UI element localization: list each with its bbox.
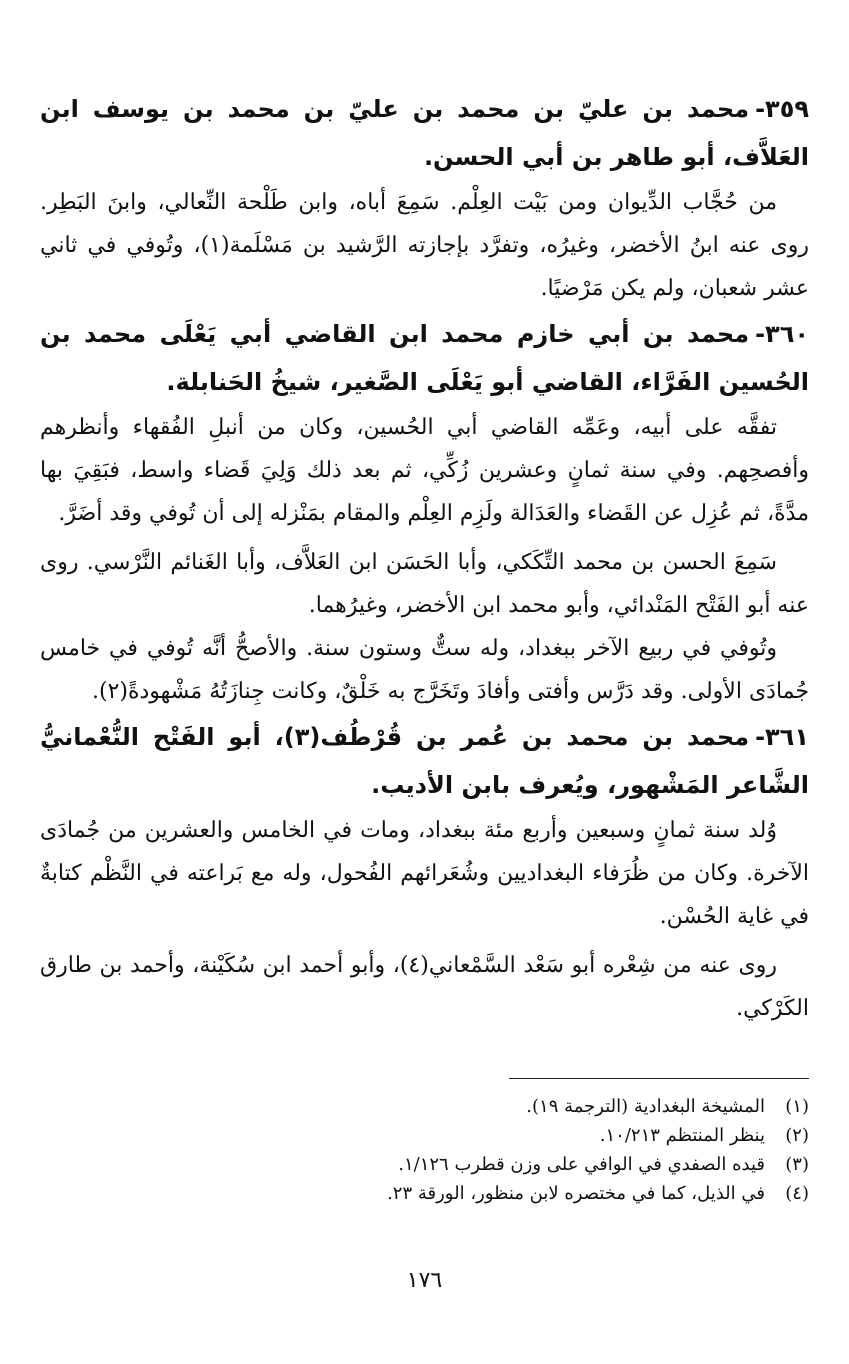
footnote-divider [509, 1078, 809, 1079]
entry-paragraph: وُلد سنة ثمانٍ وسبعين وأربع مئة ببغداد، ومات في الخامس والعشرين من جُمادَى الآخرة. وكان من ظُرَفاء البغداديين وشُعَرائهم الفُحول، وله مع بَراعته في النَّظْم كتابةٌ في غاية الحُسْن. [40, 818, 809, 929]
entry-title: محمد بن محمد بن عُمر بن قُرْطُف(٣)، أبو الفَتْح النُّعْمانيُّ الشَّاعر المَشْهور، ويُعرف بابن الأديب. [40, 723, 809, 799]
footnote-number: (١) [785, 1096, 809, 1117]
entry-359 [40, 85, 809, 310]
entry-paragraph: من حُجَّاب الدِّيوان ومن بَيْت العِلْم. سَمِعَ أباه، وابن طَلْحة النِّعالي، وابنَ البَطِر. روى عنه ابنُ الأخضر، وغيرُه، وتفرَّد بإجازته الرَّشيد بن مَسْلَمة(١)، وتُوفي في ثاني عشر شعبان، ولم يكن مَرْضيًا. [40, 190, 809, 301]
entry-paragraph: سَمِعَ الحسن بن محمد التِّكَكي، وأبا الحَسَن ابن العَلاَّف، وأبا الغَنائم النَّرْسي. روى عنه أبو الفَتْح المَنْدائي، وأبو محمد ابن الأخضر، وغيرُهما. [40, 550, 809, 618]
entry-heading [40, 85, 809, 181]
footnote [40, 1092, 809, 1121]
entry-paragraph: روى عنه من شِعْره أبو سَعْد السَّمْعاني(٤)، وأبو أحمد ابن سُكَيْنة، وأحمد بن طارق الكَرْكي. [40, 953, 809, 1021]
footnote-text: ينظر المنتظم ١٠/٢١٣. [599, 1125, 765, 1146]
entry-paragraph: تفقَّه على أبيه، وعَمِّه القاضي أبي الحُسين، وكان من أنبلِ الفُقهاء وأنظرهم وأفصحِهم. وفي سنة ثمانٍ وعشرين زُكِّي، ثم بعد ذلك وَلِيَ قَضاء واسط، فبَقِيَ بها مدَّةً، ثم عُزِل عن القَضاء والعَدَالة ولَزِم العِلْم والمقام بمَنْزله إلى أن تُوفي وقد أضَرَّ. [40, 415, 809, 526]
page-number: ١٧٦ [406, 1268, 443, 1293]
footnote-number: (٣) [785, 1154, 809, 1175]
footnote-number: (٢) [785, 1125, 809, 1146]
footnote [40, 1150, 809, 1179]
footnote-text: قيده الصفدي في الوافي على وزن قطرب ١/١٢٦. [398, 1154, 765, 1175]
entry-title: محمد بن أبي خازم محمد ابن القاضي أبي يَعْلَى محمد بن الحُسين الفَرَّاء، القاضي أبو يَعْلَى الصَّغير، شيخُ الحَنابلة. [40, 320, 809, 396]
footnote [40, 1121, 809, 1150]
entry-title: محمد بن عليّ بن محمد بن عليّ بن محمد بن يوسف ابن العَلاَّف، أبو طاهر بن أبي الحسن. [40, 95, 809, 171]
entry-360 [40, 310, 809, 713]
footnotes [40, 1092, 809, 1208]
footnote-text: في الذيل، كما في مختصره لابن منظور، الورقة ٢٣. [387, 1183, 765, 1204]
footnote-number: (٤) [785, 1183, 809, 1204]
footnote-text: المشيخة البغدادية (الترجمة ١٩). [526, 1096, 765, 1117]
entry-number: ٣٦٠- [755, 320, 809, 348]
entry-361 [40, 713, 809, 1030]
entry-paragraph: وتُوفي في ربيع الآخر ببغداد، وله ستٌّ وستون سنة. والأصحُّ أنَّه تُوفي في خامس جُمادَى الأولى. وقد دَرَّس وأفتى وأفادَ وتَخَرَّج به خَلْقٌ، وكانت جِنازَتُهُ مَشْهودةً(٢). [40, 636, 809, 704]
entry-number: ٣٥٩- [755, 95, 809, 123]
entry-heading [40, 310, 809, 406]
entry-number: ٣٦١- [755, 723, 809, 751]
footnote [40, 1179, 809, 1208]
entry-heading [40, 713, 809, 809]
